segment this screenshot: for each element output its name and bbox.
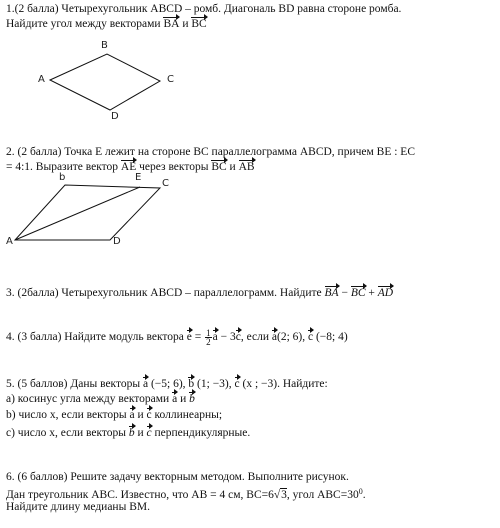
- q6-line2-suffix: , угол АВС=30: [286, 489, 359, 501]
- rhombus-label-b: B: [101, 40, 108, 51]
- q5-text: 5. (5 баллов) Даны векторы: [6, 378, 143, 390]
- q5-c-coords: (x ; −3). Найдите:: [239, 378, 328, 390]
- q3-minus: −: [338, 287, 351, 299]
- q4-c-coords: (−8; 4): [313, 331, 348, 344]
- q3-vector-ba: BA: [324, 287, 339, 299]
- q3-vector-bc: BC: [350, 287, 366, 299]
- q1-line2-text: Найдите угол между векторами: [6, 18, 164, 30]
- q5-b-coords: (1; −3),: [194, 378, 235, 390]
- q5-vector-c: c: [234, 378, 240, 390]
- q5-item-b-and: и: [134, 409, 147, 421]
- rhombus-label-a: A: [38, 74, 45, 85]
- q2-vector-bc: BC: [211, 161, 227, 173]
- q6-dot: .: [362, 489, 366, 501]
- rhombus-label-d: D: [111, 111, 119, 122]
- q5-item-c-suffix: перпендикулярные.: [151, 427, 251, 439]
- q4-vector-a2: a: [271, 331, 277, 344]
- q4-text: 4. (3 балла) Найдите модуль вектора: [6, 331, 187, 344]
- q4-line: [6, 329, 496, 346]
- q6-sqrt-sign: √: [273, 489, 281, 501]
- parallelogram-label-e: E: [135, 172, 142, 183]
- rhombus-figure: [25, 36, 195, 126]
- q3-vector-ad: AD: [377, 287, 394, 299]
- parallelogram-label-a: A: [6, 236, 13, 247]
- q5-item-b-suffix: коллинеарны;: [151, 409, 223, 421]
- q6-line1: 6. (6 баллов) Решите задачу векторным методом. Выполните рисунок.: [6, 471, 349, 483]
- parallelogram-label-d: D: [113, 236, 121, 247]
- q6-line3: Найдите длину медианы ВМ.: [6, 501, 150, 513]
- parallelogram-label-c: C: [162, 178, 169, 189]
- q5-item-c-and: и: [134, 427, 147, 439]
- q3-line: [6, 286, 496, 300]
- q4-vector-c: c: [235, 331, 241, 344]
- q1-vector-bc: BC: [191, 18, 207, 30]
- q1-vector-ba: BA: [163, 18, 180, 30]
- q3-text: 3. (2балла) Четырехугольник ABCD – параллелограмм. Найдите: [6, 287, 325, 299]
- q5-vector-a: a: [142, 378, 149, 390]
- q3-plus: +: [365, 287, 378, 299]
- q6-line2-text: Дан треугольник АВС. Известно, что АВ = 4 см, ВС=6: [6, 489, 274, 501]
- q5-item-a-vector-b: b: [189, 393, 195, 405]
- parallelogram-svg: [5, 170, 175, 255]
- q2-through: через векторы: [136, 161, 212, 173]
- q5-item-b-vector-a: a: [129, 409, 135, 421]
- q4-fraction-den: 2: [206, 337, 211, 347]
- q4-fraction-num: 1: [206, 328, 211, 338]
- q5-item-c-text: c) число x, если векторы: [6, 427, 129, 439]
- parallelogram-shape: [15, 185, 160, 240]
- rhombus-shape: [50, 54, 160, 110]
- q4-vector-c2: c: [307, 331, 314, 344]
- parallelogram-figure: [5, 170, 175, 255]
- q2-and: и: [226, 161, 239, 173]
- q5-item-c-vector-b: b: [128, 427, 135, 439]
- parallelogram-label-b: b: [59, 172, 66, 183]
- q5-item-b-vector-c: c: [146, 409, 152, 421]
- q4-vector-e: e: [186, 331, 192, 344]
- q4-fraction: [205, 329, 212, 346]
- q5-item-a: [6, 392, 496, 406]
- q2-vector-ae: AE: [120, 161, 137, 173]
- q4-minus3: − 3: [217, 331, 236, 344]
- q2-line1: 2. (2 балла) Точка Е лежит на стороне ВС параллелограмма ABCD, причем ВЕ : ЕС: [6, 146, 415, 158]
- q1-line1: 1.(2 балла) Четырехугольник ABCD – ромб. Диагональ BD равна стороне ромба.: [6, 3, 402, 15]
- rhombus-label-c: C: [167, 74, 174, 85]
- q4-a-coords: (2; 6),: [276, 331, 308, 344]
- q1-line2: [6, 17, 496, 31]
- q5-vector-b: b: [188, 378, 195, 390]
- q5-item-c: [6, 426, 496, 440]
- q5-item-a-and: и: [177, 393, 190, 405]
- q5-a-coords: (−5; 6),: [148, 378, 189, 390]
- q4-if: , если: [240, 331, 272, 344]
- q5-item-b-text: b) число x, если векторы: [6, 409, 130, 421]
- q6-sqrt-value: 3: [281, 489, 287, 501]
- q4-vector-a: a: [212, 331, 218, 344]
- segment-ae: [15, 187, 140, 240]
- q4-eq: =: [191, 331, 205, 344]
- q5-line1: [6, 377, 496, 391]
- q5-item-a-vector-a: a: [172, 393, 178, 405]
- q5-item-c-vector-c: c: [146, 427, 152, 439]
- q5-item-b: [6, 408, 496, 422]
- q2-vector-ab: AB: [238, 161, 255, 173]
- q2-line2-text: = 4:1. Выразите вектор: [6, 161, 121, 173]
- q6-degree: 0: [358, 487, 363, 496]
- q1-and: и: [179, 18, 192, 30]
- q5-item-a-text: a) косинус угла между векторами: [6, 393, 173, 405]
